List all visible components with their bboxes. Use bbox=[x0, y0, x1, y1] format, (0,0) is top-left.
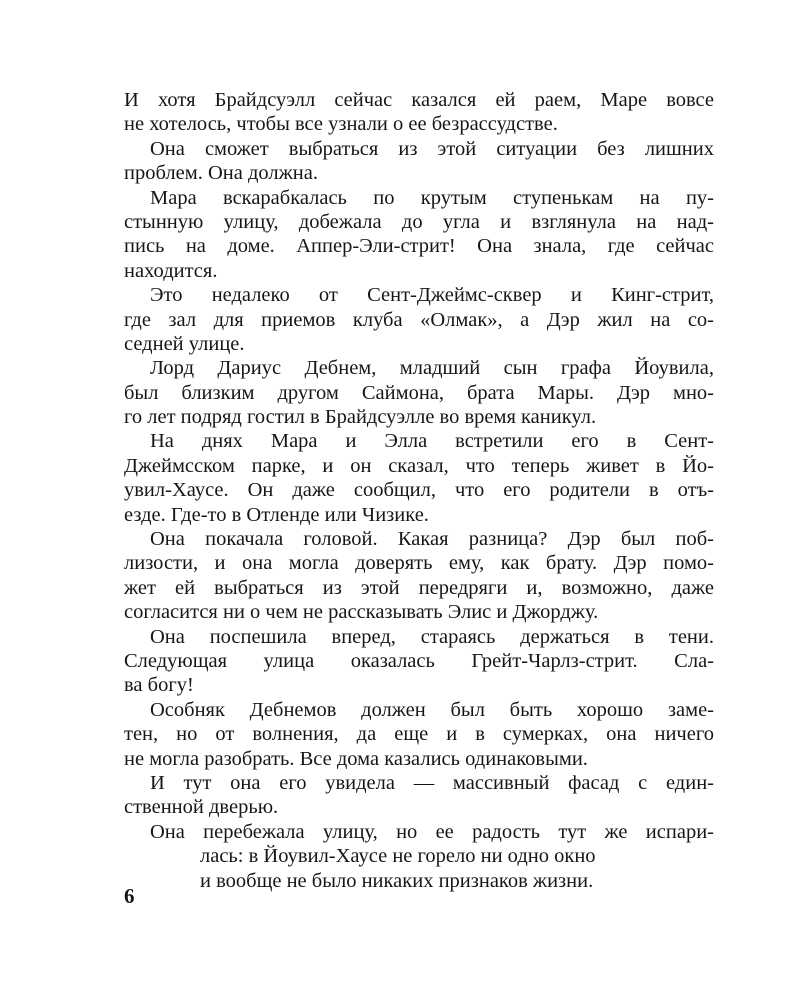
text-line: ственной дверью. bbox=[124, 796, 279, 819]
text-line: не могла разобрать. Все дома казались одинаковыми. bbox=[124, 747, 588, 770]
text-line: И тут она его увидела — массивный фасад с един- bbox=[150, 771, 714, 794]
text-line: находится. bbox=[124, 259, 218, 282]
text-line: Следующая улица оказалась Грейт-Чарлз-стрит. Сла- bbox=[124, 649, 714, 672]
text-line: жет ей выбраться из этой передряги и, возможно, даже bbox=[124, 576, 714, 599]
text-line: и вообще не было никаких признаков жизни. bbox=[200, 869, 594, 892]
text-line: ва богу! bbox=[124, 674, 194, 697]
body-text bbox=[124, 88, 714, 893]
text-line: пись на доме. Аппер-Эли-стрит! Она знала, где сейчас bbox=[124, 235, 714, 258]
text-line: тен, но от волнения, да еще и в сумерках, она ничего bbox=[124, 723, 714, 746]
text-line: Особняк Дебнемов должен был быть хорошо заме- bbox=[150, 698, 714, 721]
text-line: увил-Хаусе. Он даже сообщил, что его родители в отъ- bbox=[124, 479, 714, 502]
text-line: Джеймсском парке, и он сказал, что теперь живет в Йо- bbox=[124, 454, 714, 477]
text-line: езде. Где-то в Отленде или Чизике. bbox=[124, 503, 429, 526]
text-line: был близким другом Саймона, брата Мары. Дэр мно- bbox=[124, 381, 714, 404]
text-line: И хотя Брайдсуэлл сейчас казался ей раем, Маре вовсе bbox=[124, 89, 714, 111]
text-line: Мара вскарабкалась по крутым ступенькам на пу- bbox=[150, 186, 714, 209]
text-line: Она перебежала улицу, но ее радость тут же испари- bbox=[150, 820, 714, 843]
text-line: где зал для приемов клуба «Олмак», а Дэр жил на со- bbox=[124, 308, 714, 331]
text-line: не хотелось, чтобы все узнали о ее безрассудстве. bbox=[124, 113, 558, 136]
text-line: го лет подряд гостил в Брайдсуэлле во время каникул. bbox=[124, 406, 597, 429]
text-line: согласится ни о чем не рассказывать Элис и Джорджу. bbox=[124, 601, 599, 624]
text-line: седней улице. bbox=[124, 332, 245, 355]
text-line: Она покачала головой. Какая разница? Дэр был поб- bbox=[150, 528, 714, 551]
text-line: Она поспешила вперед, стараясь держаться в тени. bbox=[150, 625, 714, 648]
text-line: стынную улицу, добежала до угла и взглянула на над- bbox=[124, 210, 714, 233]
text-line: На днях Мара и Элла встретили его в Сент- bbox=[150, 430, 714, 453]
text-line: Лорд Дариус Дебнем, младший сын графа Йоувила, bbox=[150, 357, 714, 380]
text-line: лась: в Йоувил-Хаусе не горело ни одно окно bbox=[200, 845, 596, 868]
text-line: Это недалеко от Сент-Джеймс-сквер и Кинг-стрит, bbox=[150, 284, 714, 307]
page-number: 6 bbox=[124, 884, 135, 908]
text-line: проблем. Она должна. bbox=[124, 162, 318, 185]
text-line: Она сможет выбраться из этой ситуации без лишних bbox=[150, 137, 714, 160]
text-line: лизости, и она могла доверять ему, как брату. Дэр помо- bbox=[124, 552, 714, 575]
